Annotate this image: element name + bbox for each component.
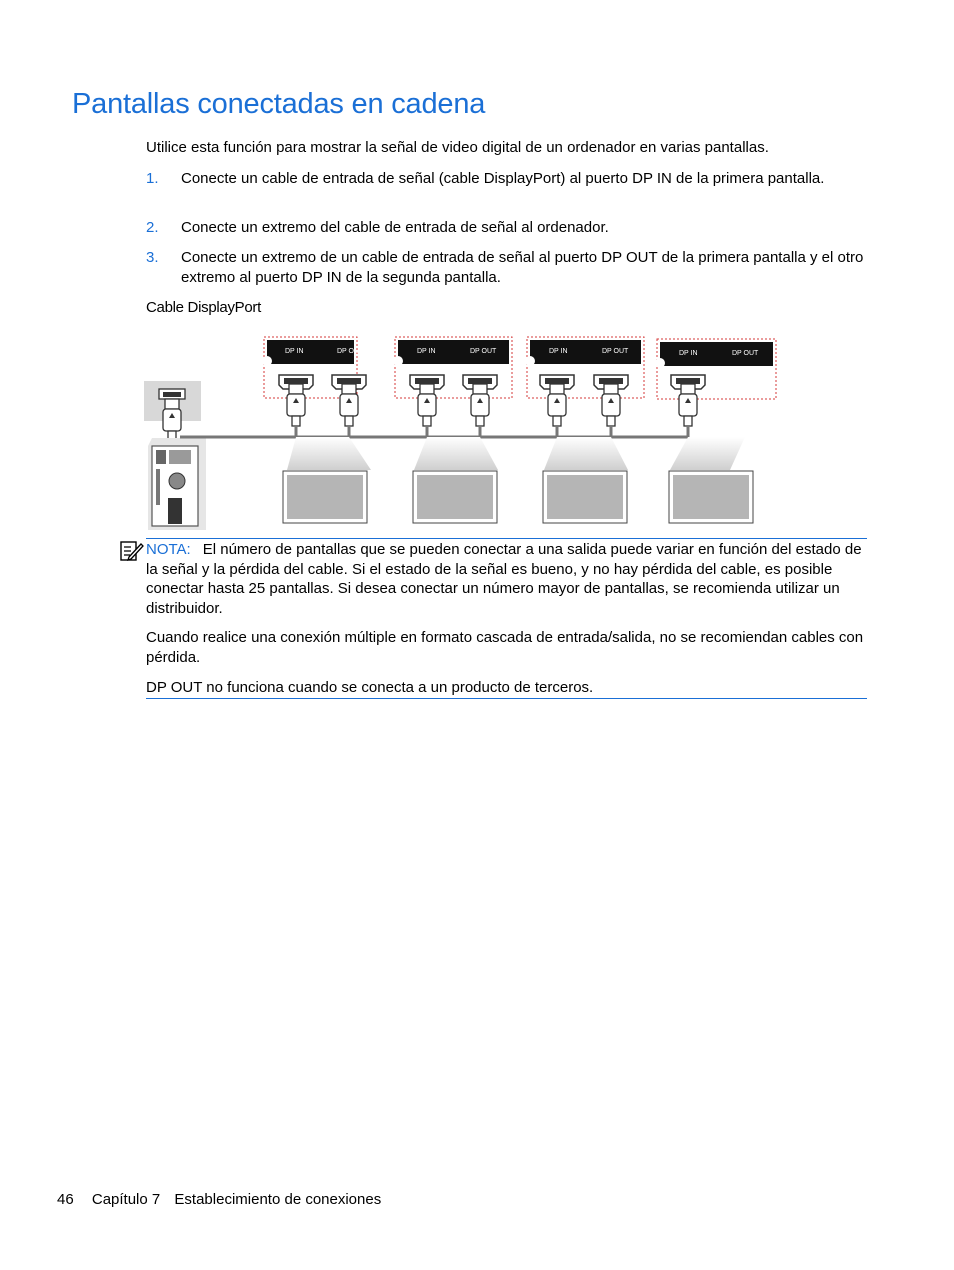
monitor-panel-1 (262, 337, 371, 523)
note-rule-top (146, 538, 867, 539)
note-paragraph-2: Cuando realice una conexión múltiple en formato cascada de entrada/salida, no se recomiendan cables con pérdida. (146, 629, 864, 666)
port-label-out: DP OUT (337, 348, 364, 355)
step-text: Conecte un extremo de un cable de entrada de señal al puerto DP OUT de la primera pantalla y el otro extremo al puerto DP IN de la segunda pantalla. (181, 249, 864, 286)
chapter-number: Capítulo 7 (91, 1191, 161, 1208)
step-text: Conecte un cable de entrada de señal (cable DisplayPort) al puerto DP IN de la primera pantalla. (181, 170, 825, 187)
note-paragraph (146, 540, 868, 618)
port-label-out: DP OUT (602, 348, 629, 355)
monitor-panel-3 (525, 337, 644, 523)
monitor-panel-4 (655, 339, 776, 523)
port-label-in: DP IN (285, 348, 304, 355)
computer-icon (144, 381, 206, 530)
note-label: NOTA: (146, 541, 191, 558)
port-label-in: DP IN (549, 348, 568, 355)
note-paragraph-3: DP OUT no funciona cuando se conecta a un producto de terceros. (146, 679, 594, 696)
monitor-panel-2 (393, 337, 512, 523)
step-text: Conecte un extremo del cable de entrada de señal al ordenador. (181, 219, 609, 236)
page-number: 46 (57, 1191, 74, 1208)
note-rule-bottom (146, 698, 867, 699)
figure-caption: Cable DisplayPort (146, 299, 261, 316)
daisy-chain-diagram (144, 334, 784, 530)
note-pencil-icon (120, 540, 144, 562)
page-title: Pantallas conectadas en cadena (72, 88, 486, 120)
step-number: 3. (146, 249, 159, 266)
port-label-in: DP IN (679, 350, 698, 357)
note-text: El número de pantallas que se pueden conectar a una salida puede variar en función del estado de la señal y la pérdida del cable. Si el estado de la señal es bueno, y no hay pérdida del cable, es posible conectar hasta 25 pantallas. Si desea conectar un número mayor de pantallas, se recomienda utilizar un distribuidor. (146, 541, 862, 617)
intro-paragraph: Utilice esta función para mostrar la señal de video digital de un ordenador en varias pantallas. (146, 139, 769, 156)
step-number: 2. (146, 219, 159, 236)
port-label-in: DP IN (417, 348, 436, 355)
chapter-title: Establecimiento de conexiones (174, 1191, 382, 1208)
page-footer (57, 1191, 381, 1208)
step-number: 1. (146, 170, 159, 187)
port-label-out: DP OUT (470, 348, 497, 355)
port-label-out: DP OUT (732, 350, 759, 357)
